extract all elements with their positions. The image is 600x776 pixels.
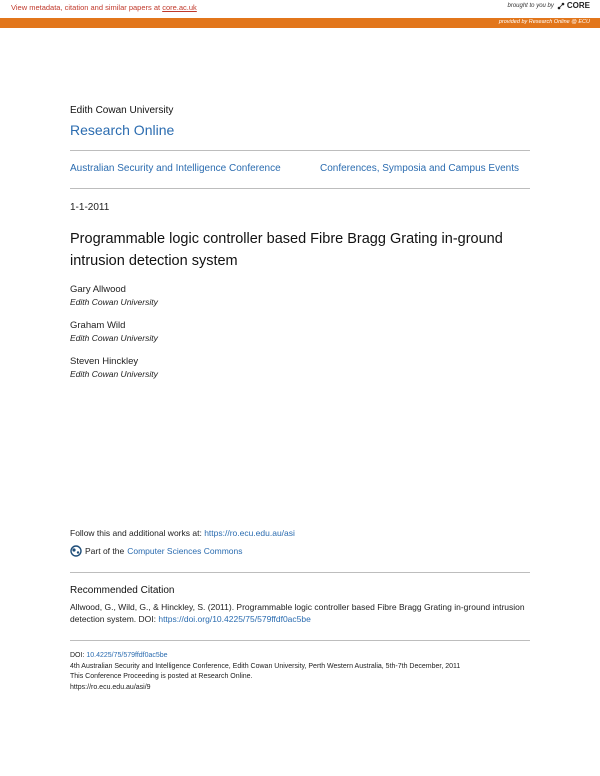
core-banner [0,0,600,18]
publication-date: 1-1-2011 [70,202,110,213]
author-affiliation: Edith Cowan University [70,297,158,307]
provided-by-bar [0,18,600,28]
part-of-text: Part of the [85,546,125,556]
brought-text: brought to you by [507,2,554,9]
core-logo-text: CORE [566,1,590,10]
permalink[interactable]: https://ro.ecu.edu.au/asi/9 [70,683,151,691]
core-ac-uk-link[interactable]: core.ac.uk [162,3,197,12]
computer-sciences-commons-link[interactable]: Computer Sciences Commons [127,546,243,556]
provided-by-text[interactable]: provided by Research Online @ ECU [498,19,590,25]
doi-line [70,651,530,662]
author-affiliation: Edith Cowan University [70,369,158,379]
core-logo-icon [557,2,565,10]
doi-label: DOI: [70,652,87,659]
part-of-line [70,545,242,557]
conference-info: 4th Australian Security and Intelligence Conference, Edith Cowan University, Perth Western Australia, 5th-7th December, 2011 [70,662,461,670]
doi-link[interactable]: 10.4225/75/579ffdf0ac5be [86,652,168,659]
core-logo[interactable] [557,1,590,10]
follow-text: Follow this and additional works at: [70,528,205,538]
core-metadata-link[interactable] [11,3,197,12]
divider [70,640,530,641]
divider [70,572,530,573]
citation-doi-link[interactable]: https://doi.org/10.4225/75/579ffdf0ac5be [158,614,311,624]
citation-body: Allwood, G., Wild, G., & Hinckley, S. (2011). Programmable logic controller based Fibre Bragg Grating in-ground intrusion detection system. DOI: [70,602,525,624]
repository-name-link[interactable]: Research Online [70,122,175,138]
core-metadata-text: View metadata, citation and similar papers at [11,3,163,12]
series-link-conference[interactable]: Australian Security and Intelligence Conference [70,163,281,174]
divider [70,150,530,151]
author-name: Steven Hinckley [70,356,139,367]
paper-title: Programmable logic controller based Fibre Bragg Grating in-ground intrusion detection system [70,231,503,269]
institution-name: Edith Cowan University [70,105,174,116]
follow-link[interactable]: https://ro.ecu.edu.au/asi [204,528,295,538]
author-name: Graham Wild [70,320,126,331]
divider [70,188,530,189]
citation-text [70,601,530,625]
brought-to-you-by [508,1,591,10]
recommended-citation-heading: Recommended Citation [70,585,175,596]
commons-network-icon [70,545,82,557]
follow-line [70,528,295,538]
posted-note: This Conference Proceeding is posted at Research Online. [70,673,253,680]
author-affiliation: Edith Cowan University [70,333,158,343]
footer-info [70,651,530,693]
series-link-events[interactable]: Conferences, Symposia and Campus Events [320,163,519,174]
author-name: Gary Allwood [70,284,126,295]
